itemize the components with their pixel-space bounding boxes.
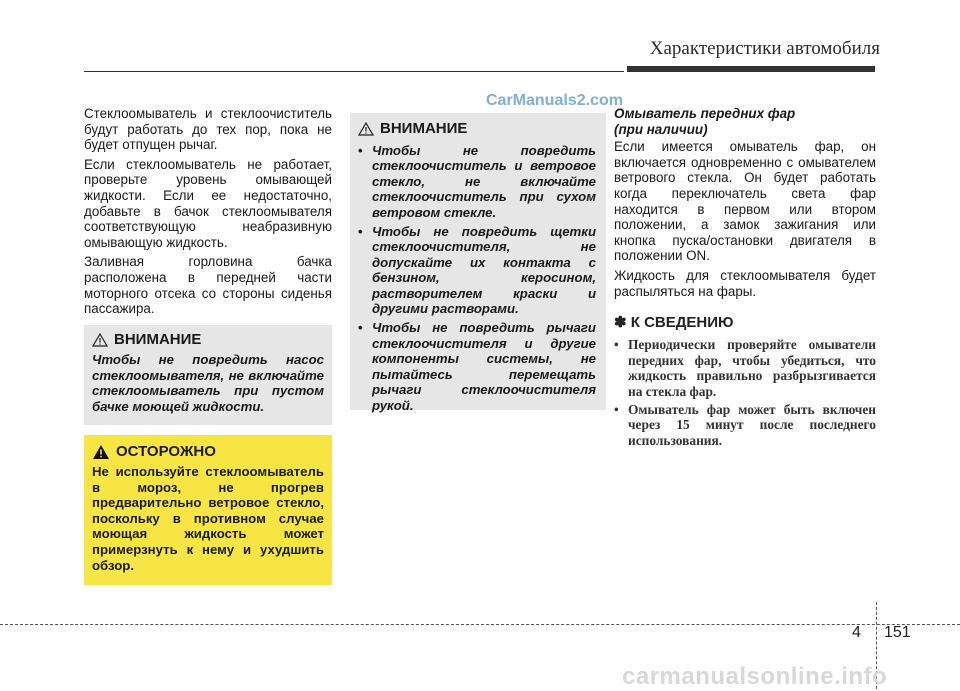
warning-triangle-icon xyxy=(358,122,374,136)
note-title: К СВЕДЕНИЮ xyxy=(630,314,734,332)
warning-title-text: ВНИМАНИЕ xyxy=(380,120,468,137)
section-title: Характеристики автомобиля xyxy=(649,38,880,59)
footer-divider xyxy=(0,624,960,625)
paragraph: Если стеклоомыватель не работает, проверьте уровень омывающей жидкости. Если ее недостаточно, добавьте в бачок стеклоомывателя соответствующую неабразивную омывающую жидкость. xyxy=(84,156,332,250)
warning-list-item: • Чтобы не повредить стеклоочиститель и ветровое стекло, не включайте стеклоочиститель при сухом ветровом стекле. xyxy=(358,143,596,220)
site-watermark: carmanualsonline.info xyxy=(622,663,888,690)
warning-title xyxy=(358,120,596,137)
caution-title-text: ОСТОРОЖНО xyxy=(116,443,216,460)
note-list-item: • Омыватель фар может быть включен через 15 минут после последнего использования. xyxy=(614,402,876,449)
column-left xyxy=(84,106,332,321)
note-list-item: • Периодически проверяйте омыватели передних фар, чтобы убедиться, что жидкость правильно разбрызгивается на стекла фар. xyxy=(614,337,876,399)
page-number: 151 xyxy=(884,624,911,641)
paragraph: Жидкость для стеклоомывателя будет распыляться на фары. xyxy=(614,267,876,299)
paragraph: Если имеется омыватель фар, он включается одновременно с омывателем ветрового стекла. Он будет работать когда переключатель света фар находится в первом или втором положении, а замок зажигания или кнопка пуска/остановки двигателя в положении ON. xyxy=(614,139,876,264)
subsection-heading: Омыватель передних фар xyxy=(614,106,796,121)
note-star-icon: ✽ xyxy=(614,314,627,332)
caution-triangle-icon xyxy=(92,444,110,460)
chapter-number: 4 xyxy=(852,624,861,641)
warning-title xyxy=(92,331,324,348)
header-rule xyxy=(84,71,624,72)
warning-triangle-icon xyxy=(92,333,108,347)
warning-list-item: • Чтобы не повредить щетки стеклоочистителя, не допускайте их контакта с бензином, керосином, растворителем краски и другими растворами. xyxy=(358,224,596,316)
warning-title-text: ВНИМАНИЕ xyxy=(114,331,202,348)
paragraph: Стеклоомыватель и стеклоочиститель будут работать до тех пор, пока не будет отпущен рычаг. xyxy=(84,106,332,153)
warning-box xyxy=(350,113,606,413)
header-rule-bold xyxy=(627,66,875,72)
column-right xyxy=(614,106,876,450)
caution-title xyxy=(92,443,324,460)
watermark-link[interactable]: CarManuals2.com xyxy=(486,92,623,109)
subsection-heading-note: (при наличии) xyxy=(614,121,708,137)
warning-list-item: • Чтобы не повредить рычаги стеклоочистителя и другие компоненты системы, не пытайтесь перемещать рычаги стеклоочистителя рукой. xyxy=(358,320,596,412)
warning-text: Чтобы не повредить насос стеклоомывателя, не включайте стеклоомыватель при пустом бачке моющей жидкости. xyxy=(92,352,324,414)
paragraph: Заливная горловина бачка расположена в передней части моторного отсека со стороны сиденья пассажира. xyxy=(84,254,332,317)
caution-text: Не используйте стеклоомыватель в мороз, не прогрев предварительно ветровое стекло, поскольку в противном случае моющая жидкость может примерзнуть к нему и ухудшить обзор. xyxy=(92,464,324,573)
note-heading xyxy=(614,313,876,331)
caution-box xyxy=(84,435,332,585)
warning-box xyxy=(84,325,332,425)
